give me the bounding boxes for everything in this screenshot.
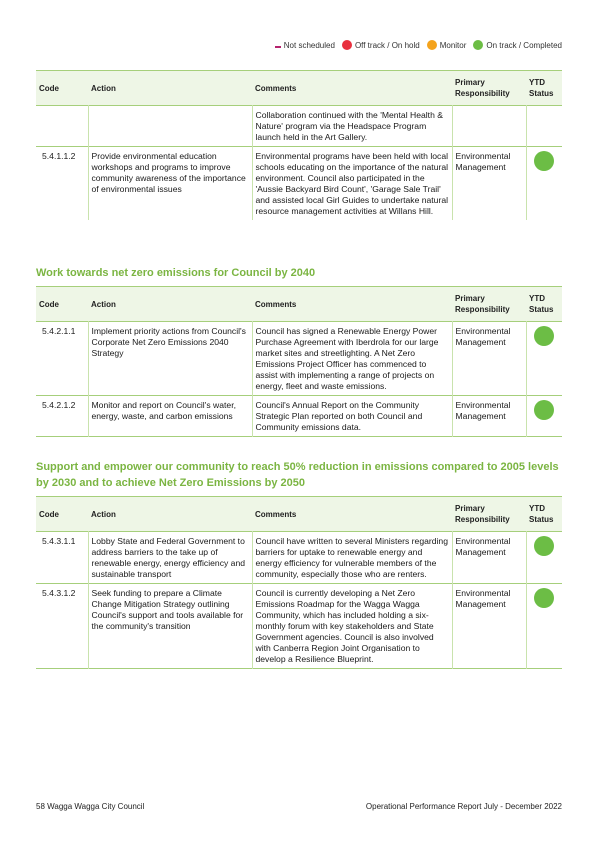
row-status bbox=[526, 106, 562, 147]
row-action: Seek funding to prepare a Climate Change Mitigation Strategy outlining Council's support and tools available for the community's transition bbox=[88, 584, 252, 669]
on-track-status-icon bbox=[534, 588, 554, 608]
header-ytd-status: YTD Status bbox=[526, 71, 562, 106]
header-primary-responsibility: Primary Responsibility bbox=[452, 497, 526, 532]
table-row bbox=[36, 532, 562, 584]
header-action: Action bbox=[88, 71, 252, 106]
footer-page-label: 58 Wagga Wagga City Council bbox=[36, 802, 145, 811]
row-action: Lobby State and Federal Government to address barriers to the take up of renewable energy, energy efficiency and sustainable transport bbox=[88, 532, 252, 584]
section-title: Work towards net zero emissions for Council by 2040 bbox=[36, 267, 316, 279]
red-dot-icon bbox=[342, 40, 352, 50]
legend-not-scheduled-label: Not scheduled bbox=[283, 40, 335, 50]
actions-table-2 bbox=[36, 286, 562, 437]
row-status bbox=[526, 322, 562, 396]
on-track-status-icon bbox=[534, 326, 554, 346]
header-ytd-status: YTD Status bbox=[526, 287, 562, 322]
row-comments: Council has signed a Renewable Energy Power Purchase Agreement with Iberdrola for our large market sites and streetlighting. A Net Zero Emissions Project Officer has commenced to assist with implementing a range of projects on energy, fleet and waste emissions. bbox=[252, 322, 452, 396]
status-legend bbox=[0, 40, 562, 50]
table-row bbox=[36, 584, 562, 669]
header-code: Code bbox=[36, 497, 88, 532]
row-status bbox=[526, 147, 562, 221]
row-responsibility: Environmental Management bbox=[452, 322, 526, 396]
row-comments: Collaboration continued with the 'Mental Health & Nature' program via the Headspace Program launch held in the Art Gallery. bbox=[252, 106, 452, 147]
row-comments: Council have written to several Ministers regarding barriers for uptake to renewable energy and energy efficiency for vulnerable members of the community, especially those who are renters. bbox=[252, 532, 452, 584]
table-row bbox=[36, 322, 562, 396]
row-status bbox=[526, 584, 562, 669]
orange-dot-icon bbox=[427, 40, 437, 50]
table-header-row bbox=[36, 497, 562, 532]
on-track-status-icon bbox=[534, 536, 554, 556]
row-responsibility bbox=[452, 106, 526, 147]
page-footer bbox=[36, 802, 562, 811]
row-responsibility: Environmental Management bbox=[452, 396, 526, 437]
row-status bbox=[526, 396, 562, 437]
header-code: Code bbox=[36, 287, 88, 322]
legend-on-track bbox=[473, 40, 562, 50]
header-comments: Comments bbox=[252, 497, 452, 532]
row-action: Monitor and report on Council's water, energy, waste, and carbon emissions bbox=[88, 396, 252, 437]
table-row bbox=[36, 147, 562, 221]
actions-table-3 bbox=[36, 496, 562, 669]
row-responsibility: Environmental Management bbox=[452, 584, 526, 669]
header-comments: Comments bbox=[252, 71, 452, 106]
row-comments: Council is currently developing a Net Zero Emissions Roadmap for the Wagga Wagga Community, which has included holding a six-monthly forum with key stakeholders and State Government agencies. Council is also involved with Canberra Region Joint Organisation to develop a Resilience Blueprint. bbox=[252, 584, 452, 669]
row-comments: Council's Annual Report on the Community Strategic Plan reported on both Council and Community emissions data. bbox=[252, 396, 452, 437]
legend-off-track-label: Off track / On hold bbox=[354, 40, 420, 50]
row-code: 5.4.3.1.2 bbox=[36, 584, 88, 669]
row-code: 5.4.1.1.2 bbox=[36, 147, 88, 221]
legend-monitor-label: Monitor bbox=[439, 40, 467, 50]
legend-off-track bbox=[342, 40, 420, 50]
table-header-row bbox=[36, 287, 562, 322]
legend-on-track-label: On track / Completed bbox=[486, 40, 562, 50]
row-responsibility: Environmental Management bbox=[452, 532, 526, 584]
row-code bbox=[36, 106, 88, 147]
table-row bbox=[36, 106, 562, 147]
row-comments: Environmental programs have been held with local schools educating on the importance of the natural environment. Council also participated in the 'Aussie Backyard Bird Count', 'Garage Sale Trail' and assisted local Girl Guides to undertake natural resource management activities at Willans Hill. bbox=[252, 147, 452, 221]
actions-table-1 bbox=[36, 70, 562, 220]
green-dot-icon bbox=[473, 40, 483, 50]
row-action: Implement priority actions from Council's Corporate Net Zero Emissions 2040 Strategy bbox=[88, 322, 252, 396]
row-responsibility: Environmental Management bbox=[452, 147, 526, 221]
header-comments: Comments bbox=[252, 287, 452, 322]
header-primary-responsibility: Primary Responsibility bbox=[452, 287, 526, 322]
header-action: Action bbox=[88, 497, 252, 532]
row-code: 5.4.3.1.1 bbox=[36, 532, 88, 584]
row-code: 5.4.2.1.1 bbox=[36, 322, 88, 396]
row-action: Provide environmental education workshops and programs to improve community awareness of the importance of environmental issues bbox=[88, 147, 252, 221]
table-header-row bbox=[36, 71, 562, 106]
on-track-status-icon bbox=[534, 151, 554, 171]
row-action bbox=[88, 106, 252, 147]
row-status bbox=[526, 532, 562, 584]
dash-icon bbox=[275, 46, 281, 48]
header-action: Action bbox=[88, 287, 252, 322]
legend-not-scheduled bbox=[275, 41, 335, 50]
on-track-status-icon bbox=[534, 400, 554, 420]
header-primary-responsibility: Primary Responsibility bbox=[452, 71, 526, 106]
row-code: 5.4.2.1.2 bbox=[36, 396, 88, 437]
table-row bbox=[36, 396, 562, 437]
legend-monitor bbox=[427, 40, 467, 50]
header-code: Code bbox=[36, 71, 88, 106]
footer-report-title: Operational Performance Report July - December 2022 bbox=[365, 802, 562, 811]
section-title: Support and empower our community to reach 50% reduction in emissions compared to 2005 levels by 2030 and to achieve Net Zero Emissions by 2050 bbox=[36, 461, 559, 489]
header-ytd-status: YTD Status bbox=[526, 497, 562, 532]
